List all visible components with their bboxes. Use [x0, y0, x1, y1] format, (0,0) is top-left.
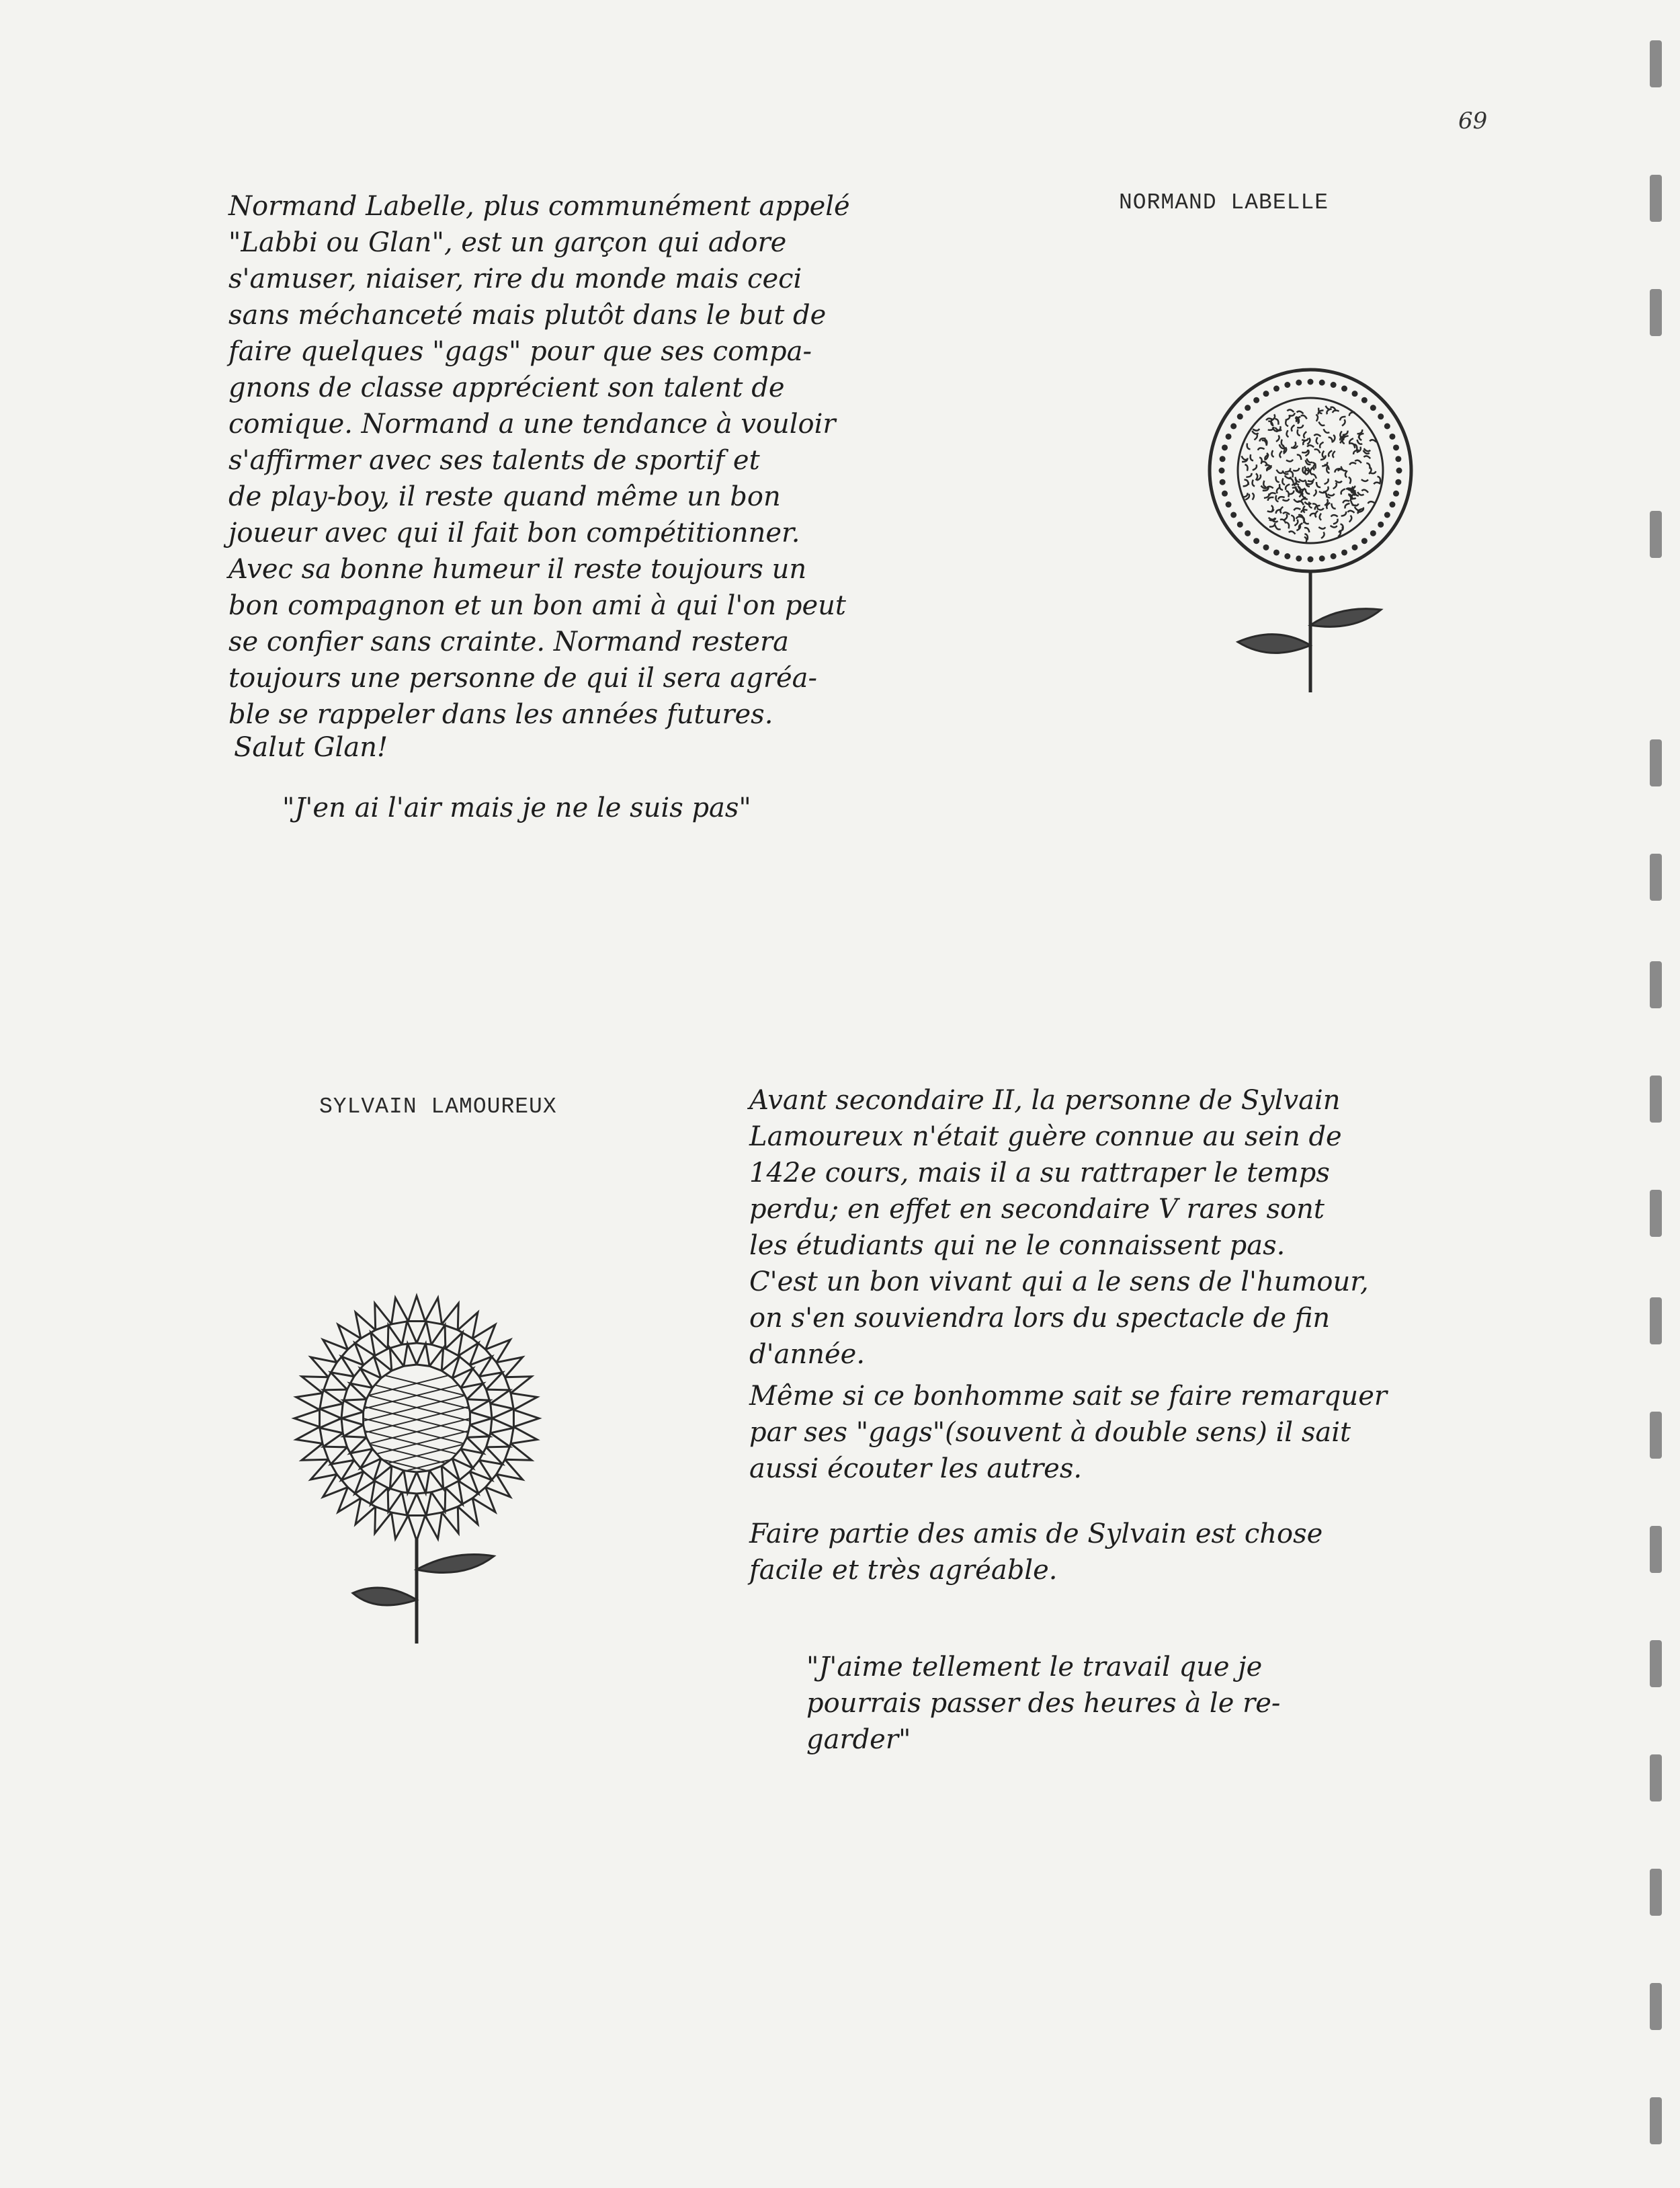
binder-hole — [1650, 1754, 1662, 1801]
page-number: 69 — [1458, 108, 1488, 134]
heading-sylvain-lamoureux: SYLVAIN LAMOUREUX — [319, 1094, 557, 1119]
binder-hole — [1650, 1983, 1662, 2030]
binder-hole — [1650, 1190, 1662, 1237]
binder-hole — [1650, 739, 1662, 786]
bio-normand-paragraph: Normand Labelle, plus communément appelé "Labbi ou Glan", est un garçon qui adore s'amuser, niaiser, rire du monde mais ceci sans méchanceté mais plutôt dans le but de faire quelques "gags" pour que ses compa- gnons de classe apprécient son talent de comique. Normand a une tendance à vouloir s'affirmer avec ses talents de sportif et de play-boy, il reste quand même un bon joueur avec qui il fait bon compétitionner. Avec sa bonne humeur il reste toujours un bon compagnon et un bon ami à qui l'on peut se confier sans crainte. Normand restera toujours une personne de qui il sera agréa- ble se rappeler dans les années futures. — [228, 191, 850, 730]
binder-hole — [1650, 511, 1662, 558]
binder-edge — [1650, 0, 1680, 2188]
dotted-circle-flower-icon — [1189, 353, 1431, 716]
binder-hole — [1650, 1297, 1662, 1344]
binder-hole — [1650, 1640, 1662, 1687]
binder-hole — [1650, 40, 1662, 87]
binder-hole — [1650, 289, 1662, 336]
triangle-petal-flower-icon — [276, 1291, 558, 1647]
binder-hole — [1650, 854, 1662, 901]
binder-hole — [1650, 2097, 1662, 2144]
binder-hole — [1650, 1076, 1662, 1123]
bio-sylvain-paragraph-1: Avant secondaire II, la personne de Sylvain Lamoureux n'était guère connue au sein de 142e cours, mais il a su rattraper le temps perdu; en effet en secondaire V rares sont les étudiants qui ne le connaissent pas. C'est un bon vivant qui a le sens de l'humour, on s'en souviendra lors du spectacle de fin d'année. — [749, 1085, 1369, 1370]
binder-hole — [1650, 1526, 1662, 1573]
quote-normand: "J'en ai l'air mais je ne le suis pas" — [282, 793, 751, 823]
binder-hole — [1650, 175, 1662, 222]
binder-hole — [1650, 1869, 1662, 1916]
quote-sylvain: "J'aime tellement le travail que je pourrais passer des heures à le re- garder" — [806, 1652, 1281, 1755]
binder-hole — [1650, 1412, 1662, 1459]
salutation-text: Salut Glan! — [234, 732, 388, 763]
bio-sylvain-paragraph-2: Même si ce bonhomme sait se faire remarquer par ses "gags"(souvent à double sens) il sait aussi écouter les autres. — [749, 1381, 1387, 1484]
binder-hole — [1650, 961, 1662, 1008]
bio-sylvain-paragraph-3: Faire partie des amis de Sylvain est chose facile et très agréable. — [749, 1518, 1323, 1586]
heading-normand-labelle: NORMAND LABELLE — [1119, 190, 1329, 215]
